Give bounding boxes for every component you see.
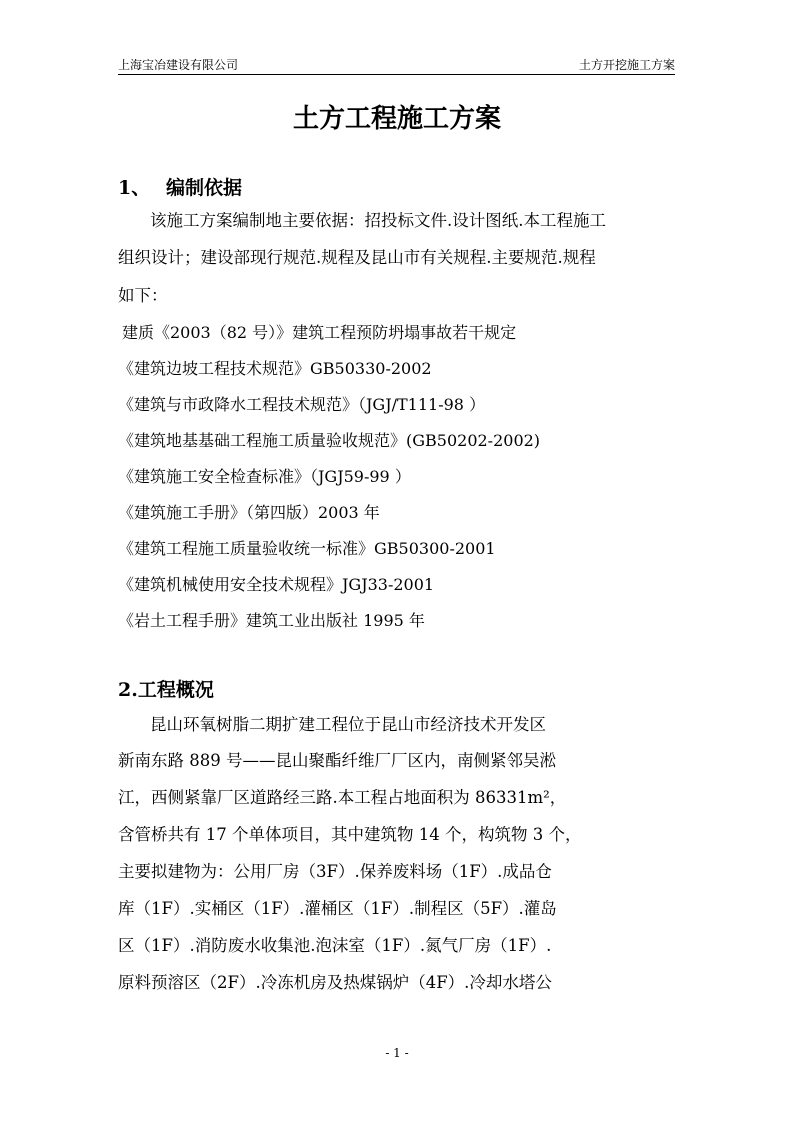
header-rule <box>118 74 675 75</box>
reference-item: 《建筑施工手册》（第四版）2003 年 <box>118 503 380 522</box>
reference-item: 《建筑地基基础工程施工质量验收规范》(GB50202-2002) <box>118 431 541 450</box>
header-company: 上海宝冶建设有限公司 <box>118 58 239 72</box>
section2-line: 含管桥共有 17 个单体项目，其中建筑物 14 个，构筑物 3 个， <box>118 825 582 844</box>
page-number: - 1 - <box>385 1046 409 1060</box>
section2-line: 江，西侧紧靠厂区道路经三路.本工程占地面积为 86331m²， <box>118 788 567 807</box>
section2-line: 库（1F）.实桶区（1F）.灌桶区（1F）.制程区（5F）.灌岛 <box>118 899 557 918</box>
section1-intro-line: 该施工方案编制地主要依据：招投标文件.设计图纸.本工程施工 <box>150 211 606 230</box>
section1-heading <box>118 175 242 201</box>
section2-line: 昆山环氧树脂二期扩建工程位于昆山市经济技术开发区 <box>150 715 546 734</box>
section2-line: 区（1F）.消防废水收集池.泡沫室（1F）.氮气厂房（1F）. <box>118 936 552 955</box>
reference-item: 《建筑机械使用安全技术规程》JGJ33-2001 <box>118 575 435 594</box>
section1-title: 编制依据 <box>166 177 243 199</box>
section2-line: 原料预溶区（2F）.冷冻机房及热煤锅炉（4F）.冷却水塔公 <box>118 973 552 992</box>
reference-item: 《建筑与市政降水工程技术规范》（JGJ/T111-98 ） <box>118 395 486 414</box>
section1-intro-line: 组织设计；建设部现行规范.规程及昆山市有关规程.主要规范.规程 <box>118 248 596 267</box>
reference-item: 《建筑边坡工程技术规范》GB50330-2002 <box>118 359 432 378</box>
header-doc-name: 土方开挖施工方案 <box>578 58 675 72</box>
reference-item: 《建筑施工安全检查标准》（JGJ59-99 ） <box>118 467 411 486</box>
document-title: 土方工程施工方案 <box>292 104 501 134</box>
section1-number: 1、 <box>118 177 151 199</box>
page-header <box>118 56 675 74</box>
reference-item: 《建筑工程施工质量验收统一标准》GB50300-2001 <box>118 539 496 558</box>
section2-line: 主要拟建物为：公用厂房（3F）.保养废料场（1F）.成品仓 <box>118 862 552 881</box>
section2-line: 新南东路 889 号——昆山聚酯纤维厂厂区内，南侧紧邻吴淞 <box>118 751 556 770</box>
reference-item: 建质《2003（82 号）》建筑工程预防坍塌事故若干规定 <box>122 323 517 342</box>
section1-intro-line: 如下： <box>118 286 168 305</box>
section2-heading: 2.工程概况 <box>118 679 214 701</box>
reference-item: 《岩土工程手册》建筑工业出版社 1995 年 <box>118 611 425 630</box>
